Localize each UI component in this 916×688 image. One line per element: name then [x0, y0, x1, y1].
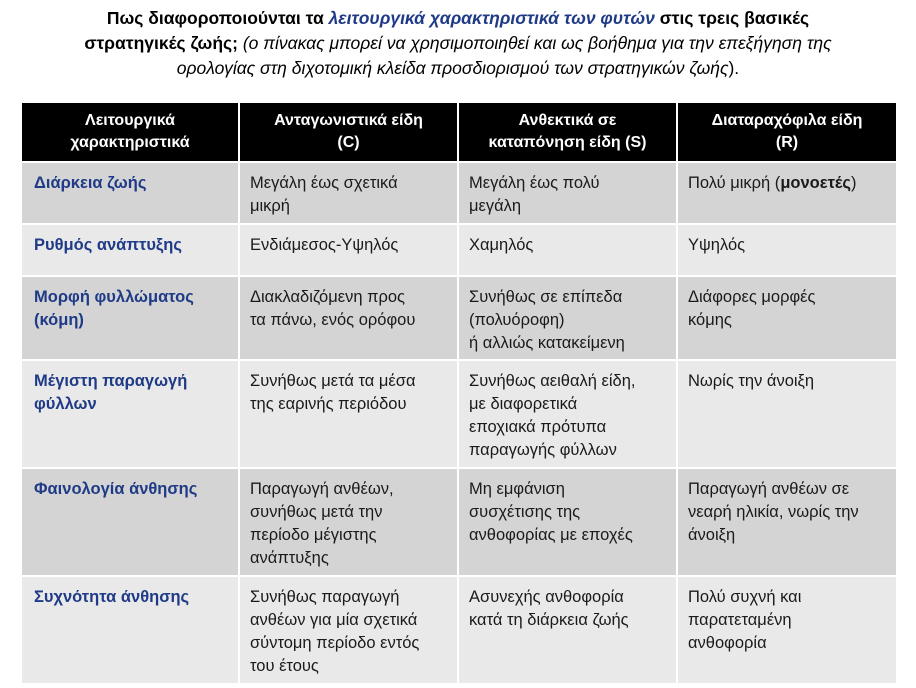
- cell-line: Παραγωγή ανθέων σε: [688, 480, 850, 498]
- cell-c: [239, 468, 458, 576]
- row-label-line: Μορφή φυλλώματος: [34, 288, 194, 306]
- heading-note-2: ορολογίας στη διχοτομική κλείδα προσδιορισμού των στρατηγικών ζωής: [176, 58, 729, 78]
- cell-line: Χαμηλός: [469, 236, 534, 254]
- heading-highlight: λειτουργικά χαρακτηριστικά των φυτών: [328, 8, 655, 28]
- cell-c: [239, 276, 458, 360]
- cell-line: παρατεταμένη: [688, 611, 792, 629]
- cell-line: Συνήθως παραγωγή: [250, 588, 400, 606]
- cell-line: Μεγάλη έως σχετικά: [250, 174, 398, 192]
- row-label-line: Μέγιστη παραγωγή: [34, 372, 188, 390]
- cell-line: [688, 172, 886, 195]
- table-row-flowering-phenology: [21, 468, 897, 576]
- table-row-lifespan: [21, 162, 897, 224]
- row-label: [21, 468, 239, 576]
- cell-line: Συνήθως μετά τα μέσα: [250, 372, 416, 390]
- row-label: [21, 276, 239, 360]
- cell-line: Μεγάλη έως πολύ: [469, 174, 600, 192]
- cell-line: του έτους: [250, 657, 319, 675]
- row-label: [21, 224, 239, 276]
- row-label: [21, 360, 239, 468]
- cell-line: τα πάνω, ενός ορόφου: [250, 311, 416, 329]
- heading-line-2: [0, 31, 916, 56]
- cell-text: Πολύ μικρή (: [688, 174, 781, 192]
- cell-line: ανθοφορίας με εποχές: [469, 526, 633, 544]
- heading-suffix: στις τρεις βασικές: [654, 8, 810, 28]
- cell-line: άνοιξη: [688, 526, 736, 544]
- table-row-flowering-frequency: [21, 576, 897, 684]
- row-label: [21, 162, 239, 224]
- header-line: (R): [775, 134, 799, 151]
- cell-line: μικρή: [250, 197, 290, 215]
- cell-r: [677, 276, 897, 360]
- cell-line: Μη εμφάνιση: [469, 480, 565, 498]
- row-label-line: Ρυθμός ανάπτυξης: [34, 236, 182, 254]
- cell-line: της εαρινής περιόδου: [250, 395, 407, 413]
- row-label-line: Διάρκεια ζωής: [34, 174, 147, 192]
- cell-line: ανθοφορία: [688, 634, 767, 652]
- cell-c: [239, 224, 458, 276]
- row-label-line: Φαινολογία άνθησης: [34, 480, 198, 498]
- cell-c: [239, 576, 458, 684]
- cell-line: συνήθως μετά την: [250, 503, 383, 521]
- page-heading: [0, 6, 916, 81]
- cell-line: νεαρή ηλικία, νωρίς την: [688, 503, 859, 521]
- cell-s: [458, 468, 677, 576]
- header-stress-tolerant: [458, 102, 677, 162]
- cell-line: συσχέτισης της: [469, 503, 581, 521]
- heading-line-1: [0, 6, 916, 31]
- cell-r: [677, 576, 897, 684]
- header-line: Λειτουργικά: [85, 112, 175, 129]
- heading-prefix: Πως διαφοροποιούνται τα: [106, 8, 329, 28]
- cell-line: (πολυόροφη): [469, 311, 565, 329]
- cell-line: Ενδιάμεσος-Υψηλός: [250, 236, 399, 254]
- header-traits: [21, 102, 239, 162]
- cell-s: [458, 162, 677, 224]
- row-label-line: φύλλων: [34, 395, 97, 413]
- cell-line: κόμης: [688, 311, 732, 329]
- cell-s: [458, 576, 677, 684]
- cell-line: παραγωγής φύλλων: [469, 441, 617, 459]
- cell-line: Συνήθως σε επίπεδα: [469, 288, 623, 306]
- cell-line: Ασυνεχής ανθοφορία: [469, 588, 624, 606]
- cell-line: ανθέων για μία σχετικά: [250, 611, 418, 629]
- heading-question: στρατηγικές ζωής;: [84, 33, 238, 53]
- cell-line: Υψηλός: [688, 236, 746, 254]
- table-row-max-leaf-production: [21, 360, 897, 468]
- heading-note-end: ).: [728, 58, 740, 78]
- cell-line: μεγάλη: [469, 197, 522, 215]
- cell-r: [677, 360, 897, 468]
- table-row-growth-rate: [21, 224, 897, 276]
- header-ruderal: [677, 102, 897, 162]
- cell-r: [677, 162, 897, 224]
- cell-line: Συνήθως αειθαλή είδη,: [469, 372, 636, 390]
- cell-emphasis: μονοετές: [780, 174, 851, 192]
- cell-r: [677, 224, 897, 276]
- cell-line: σύντομη περίοδο εντός: [250, 634, 420, 652]
- cell-text: ): [850, 174, 857, 192]
- row-label: [21, 576, 239, 684]
- header-line: Ανταγωνιστικά είδη: [274, 112, 423, 129]
- cell-line: Παραγωγή ανθέων,: [250, 480, 394, 498]
- strategies-table: [20, 101, 898, 685]
- cell-line: κατά τη διάρκεια ζωής: [469, 611, 629, 629]
- cell-r: [677, 468, 897, 576]
- cell-line: Διάφορες μορφές: [688, 288, 816, 306]
- header-line: (C): [337, 134, 360, 151]
- cell-line: Νωρίς την άνοιξη: [688, 372, 815, 390]
- row-label-line: Συχνότητα άνθησης: [34, 588, 190, 606]
- header-competitive: [239, 102, 458, 162]
- cell-s: [458, 360, 677, 468]
- cell-s: [458, 276, 677, 360]
- heading-line-3: [0, 56, 916, 81]
- cell-line: με διαφορετικά: [469, 395, 578, 413]
- cell-line: περίοδο μέγιστης: [250, 526, 377, 544]
- cell-line: Διακλαδιζόμενη προς: [250, 288, 405, 306]
- header-line: καταπόνηση είδη (S): [488, 134, 647, 151]
- heading-note-1: (ο πίνακας μπορεί να χρησιμοποιηθεί και ως βοήθημα για την επεξήγηση της: [237, 33, 832, 53]
- table-row-foliage-form: [21, 276, 897, 360]
- cell-c: [239, 162, 458, 224]
- cell-line: ανάπτυξης: [250, 549, 329, 567]
- cell-c: [239, 360, 458, 468]
- row-label-line: (κόμη): [34, 311, 84, 329]
- cell-line: εποχιακά πρότυπα: [469, 418, 607, 436]
- table-header-row: [21, 102, 897, 162]
- cell-line: ή αλλιώς κατακείμενη: [469, 334, 625, 352]
- cell-line: Πολύ συχνή και: [688, 588, 802, 606]
- header-line: Διαταραχόφιλα είδη: [711, 112, 863, 129]
- cell-s: [458, 224, 677, 276]
- header-line: Ανθεκτικά σε: [518, 112, 617, 129]
- header-line: χαρακτηριστικά: [70, 134, 190, 151]
